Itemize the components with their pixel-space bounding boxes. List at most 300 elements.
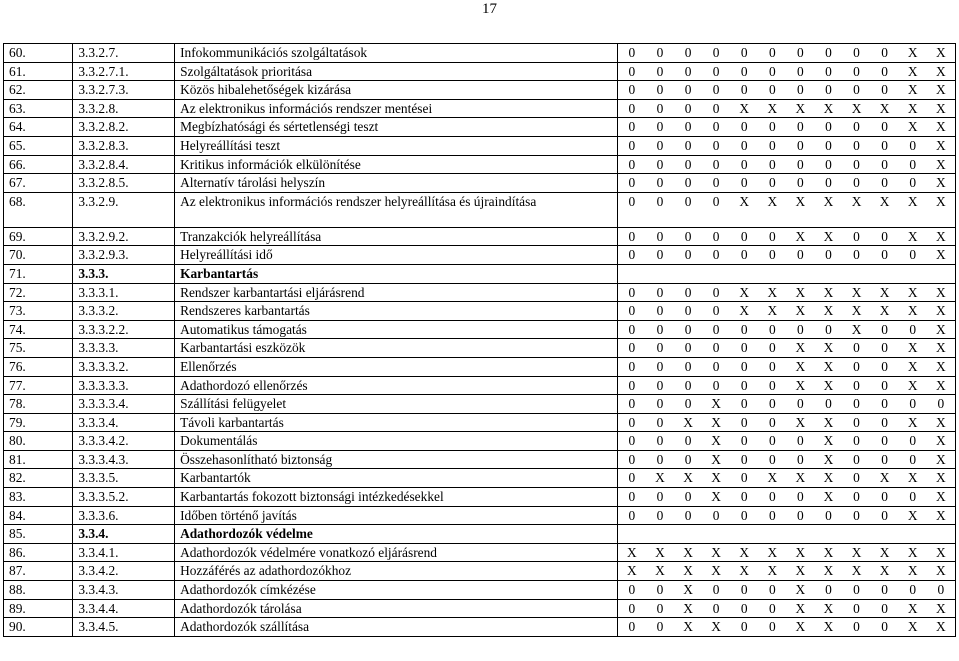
mark-cell: X <box>786 302 814 321</box>
mark-cell: 0 <box>842 488 870 507</box>
row-number: 82. <box>4 469 73 488</box>
mark-cell: 0 <box>758 227 786 246</box>
mark-cell: X <box>814 376 842 395</box>
mark-cell: 0 <box>758 320 786 339</box>
mark-cell: 0 <box>786 246 814 265</box>
mark-cell: 0 <box>617 62 646 81</box>
mark-cell: X <box>842 320 870 339</box>
row-number: 85. <box>4 525 73 544</box>
mark-cell: X <box>842 562 870 581</box>
row-number: 86. <box>4 543 73 562</box>
requirements-table <box>3 43 956 637</box>
mark-cell: 0 <box>646 320 674 339</box>
row-number: 73. <box>4 302 73 321</box>
table-row <box>4 339 956 358</box>
requirement-title: Hozzáférés az adathordozókhoz <box>175 562 618 581</box>
mark-cell: 0 <box>617 488 646 507</box>
mark-cell: 0 <box>871 506 899 525</box>
mark-cell: 0 <box>646 136 674 155</box>
mark-cell: 0 <box>730 395 758 414</box>
table-row <box>4 192 956 227</box>
mark-cell: X <box>758 543 786 562</box>
mark-cell: 0 <box>730 62 758 81</box>
section-code: 3.3.3.1. <box>73 283 175 302</box>
mark-cell: 0 <box>646 302 674 321</box>
mark-cell: 0 <box>617 469 646 488</box>
mark-cell: 0 <box>674 339 702 358</box>
mark-cell: X <box>786 283 814 302</box>
mark-cell: X <box>927 302 956 321</box>
mark-cell: X <box>730 562 758 581</box>
mark-cell <box>702 264 730 283</box>
mark-cell: 0 <box>758 357 786 376</box>
requirement-title: Időben történő javítás <box>175 506 618 525</box>
mark-cell: X <box>871 469 899 488</box>
mark-cell: 0 <box>674 192 702 227</box>
mark-cell: 0 <box>786 450 814 469</box>
mark-cell: X <box>674 618 702 637</box>
mark-cell <box>646 525 674 544</box>
mark-cell: 0 <box>702 118 730 137</box>
mark-cell: 0 <box>674 227 702 246</box>
mark-cell: 0 <box>842 376 870 395</box>
mark-cell: 0 <box>871 118 899 137</box>
table-row <box>4 118 956 137</box>
mark-cell <box>899 264 927 283</box>
row-number: 61. <box>4 62 73 81</box>
mark-cell: X <box>927 413 956 432</box>
mark-cell: 0 <box>786 506 814 525</box>
mark-cell: 0 <box>899 488 927 507</box>
section-code: 3.3.2.8.5. <box>73 174 175 193</box>
mark-cell: 0 <box>730 599 758 618</box>
table-row <box>4 581 956 600</box>
requirement-title: Tranzakciók helyreállítása <box>175 227 618 246</box>
mark-cell: 0 <box>702 376 730 395</box>
mark-cell: 0 <box>674 99 702 118</box>
mark-cell: X <box>927 469 956 488</box>
mark-cell: X <box>702 469 730 488</box>
mark-cell: 0 <box>674 506 702 525</box>
row-number: 90. <box>4 618 73 637</box>
mark-cell: 0 <box>842 44 870 63</box>
mark-cell: X <box>899 44 927 63</box>
mark-cell: 0 <box>786 174 814 193</box>
mark-cell: X <box>674 469 702 488</box>
mark-cell: 0 <box>871 450 899 469</box>
table-row <box>4 81 956 100</box>
mark-cell: X <box>899 192 927 227</box>
mark-cell: 0 <box>617 155 646 174</box>
mark-cell: 0 <box>674 302 702 321</box>
mark-cell: 0 <box>871 155 899 174</box>
mark-cell: X <box>899 543 927 562</box>
mark-cell: 0 <box>674 488 702 507</box>
mark-cell: X <box>814 432 842 451</box>
requirement-title: Távoli karbantartás <box>175 413 618 432</box>
mark-cell: X <box>899 506 927 525</box>
row-number: 72. <box>4 283 73 302</box>
mark-cell: X <box>927 192 956 227</box>
requirement-title: Megbízhatósági és sértetlenségi teszt <box>175 118 618 137</box>
mark-cell: 0 <box>842 81 870 100</box>
mark-cell: X <box>899 118 927 137</box>
mark-cell: X <box>758 469 786 488</box>
mark-cell: X <box>899 339 927 358</box>
mark-cell: X <box>814 618 842 637</box>
mark-cell <box>758 525 786 544</box>
mark-cell: 0 <box>842 395 870 414</box>
requirement-title: Adathordozók védelme <box>175 525 618 544</box>
mark-cell <box>871 264 899 283</box>
mark-cell <box>702 525 730 544</box>
mark-cell: 0 <box>786 136 814 155</box>
mark-cell: 0 <box>646 581 674 600</box>
mark-cell: 0 <box>899 155 927 174</box>
mark-cell: X <box>814 413 842 432</box>
mark-cell: 0 <box>758 599 786 618</box>
mark-cell: 0 <box>674 155 702 174</box>
mark-cell: 0 <box>730 174 758 193</box>
mark-cell: 0 <box>646 506 674 525</box>
table-row <box>4 469 956 488</box>
mark-cell: 0 <box>646 155 674 174</box>
mark-cell: 0 <box>758 339 786 358</box>
row-number: 66. <box>4 155 73 174</box>
mark-cell: 0 <box>617 283 646 302</box>
row-number: 64. <box>4 118 73 137</box>
mark-cell: X <box>927 99 956 118</box>
section-code: 3.3.3.4.2. <box>73 432 175 451</box>
mark-cell: 0 <box>842 599 870 618</box>
mark-cell: 0 <box>871 339 899 358</box>
mark-cell: X <box>786 192 814 227</box>
mark-cell: X <box>871 99 899 118</box>
mark-cell: 0 <box>871 376 899 395</box>
mark-cell: 0 <box>899 432 927 451</box>
mark-cell: X <box>927 246 956 265</box>
mark-cell: X <box>927 376 956 395</box>
mark-cell: X <box>758 192 786 227</box>
mark-cell: X <box>927 599 956 618</box>
section-code: 3.3.3.6. <box>73 506 175 525</box>
mark-cell: 0 <box>899 174 927 193</box>
mark-cell <box>674 264 702 283</box>
mark-cell: 0 <box>871 136 899 155</box>
mark-cell: 0 <box>617 246 646 265</box>
section-code: 3.3.2.8. <box>73 99 175 118</box>
mark-cell: 0 <box>702 599 730 618</box>
mark-cell: 0 <box>617 395 646 414</box>
mark-cell: 0 <box>871 227 899 246</box>
mark-cell: X <box>814 227 842 246</box>
mark-cell: 0 <box>730 81 758 100</box>
mark-cell: X <box>871 283 899 302</box>
requirement-title: Adathordozók címkézése <box>175 581 618 600</box>
table-row <box>4 136 956 155</box>
requirement-title: Az elektronikus információs rendszer mentései <box>175 99 618 118</box>
requirement-title: Adathordozók védelmére vonatkozó eljárásrend <box>175 543 618 562</box>
mark-cell: 0 <box>871 357 899 376</box>
mark-cell: 0 <box>871 432 899 451</box>
mark-cell: 0 <box>702 302 730 321</box>
mark-cell <box>730 525 758 544</box>
mark-cell: 0 <box>758 81 786 100</box>
requirement-title: Összehasonlítható biztonság <box>175 450 618 469</box>
mark-cell <box>927 264 956 283</box>
mark-cell: X <box>899 302 927 321</box>
section-code: 3.3.4.3. <box>73 581 175 600</box>
section-code: 3.3.2.9.2. <box>73 227 175 246</box>
section-code: 3.3.3.2. <box>73 302 175 321</box>
mark-cell <box>814 264 842 283</box>
section-code: 3.3.4. <box>73 525 175 544</box>
mark-cell: 0 <box>814 246 842 265</box>
mark-cell: X <box>842 283 870 302</box>
mark-cell: 0 <box>617 118 646 137</box>
mark-cell: X <box>927 320 956 339</box>
mark-cell: X <box>646 562 674 581</box>
mark-cell: X <box>899 227 927 246</box>
mark-cell <box>730 264 758 283</box>
mark-cell: 0 <box>617 192 646 227</box>
mark-cell: 0 <box>730 618 758 637</box>
row-number: 75. <box>4 339 73 358</box>
mark-cell: 0 <box>871 413 899 432</box>
mark-cell: 0 <box>842 506 870 525</box>
mark-cell: 0 <box>646 81 674 100</box>
mark-cell: 0 <box>899 581 927 600</box>
mark-cell: X <box>786 469 814 488</box>
mark-cell: 0 <box>899 136 927 155</box>
row-number: 65. <box>4 136 73 155</box>
requirement-title: Adathordozó ellenőrzés <box>175 376 618 395</box>
row-number: 87. <box>4 562 73 581</box>
section-code: 3.3.3.2.2. <box>73 320 175 339</box>
table-row <box>4 302 956 321</box>
mark-cell: 0 <box>786 320 814 339</box>
table-row <box>4 283 956 302</box>
mark-cell: 0 <box>842 118 870 137</box>
mark-cell: X <box>702 488 730 507</box>
mark-cell: 0 <box>871 395 899 414</box>
mark-cell: X <box>927 118 956 137</box>
mark-cell: X <box>927 450 956 469</box>
mark-cell: 0 <box>702 581 730 600</box>
mark-cell: 0 <box>758 506 786 525</box>
mark-cell: X <box>927 81 956 100</box>
mark-cell: 0 <box>871 581 899 600</box>
mark-cell <box>617 525 646 544</box>
mark-cell: 0 <box>730 581 758 600</box>
mark-cell: X <box>899 62 927 81</box>
row-number: 68. <box>4 192 73 227</box>
mark-cell: X <box>927 283 956 302</box>
mark-cell: 0 <box>871 174 899 193</box>
mark-cell: 0 <box>842 357 870 376</box>
mark-cell: 0 <box>702 357 730 376</box>
table-row <box>4 543 956 562</box>
section-code: 3.3.2.8.4. <box>73 155 175 174</box>
mark-cell: X <box>646 469 674 488</box>
requirement-title: Adathordozók tárolása <box>175 599 618 618</box>
mark-cell: 0 <box>674 246 702 265</box>
mark-cell: X <box>702 450 730 469</box>
mark-cell: X <box>871 543 899 562</box>
mark-cell: 0 <box>758 44 786 63</box>
mark-cell: 0 <box>842 469 870 488</box>
mark-cell: 0 <box>842 62 870 81</box>
requirement-title: Kritikus információk elkülönítése <box>175 155 618 174</box>
mark-cell: 0 <box>758 581 786 600</box>
mark-cell: 0 <box>730 432 758 451</box>
mark-cell: X <box>814 192 842 227</box>
mark-cell: 0 <box>758 246 786 265</box>
mark-cell: 0 <box>730 413 758 432</box>
mark-cell: 0 <box>786 44 814 63</box>
mark-cell: 0 <box>730 155 758 174</box>
mark-cell: X <box>786 581 814 600</box>
mark-cell: 0 <box>646 246 674 265</box>
requirement-title: Helyreállítási teszt <box>175 136 618 155</box>
row-number: 69. <box>4 227 73 246</box>
mark-cell: 0 <box>758 118 786 137</box>
mark-cell: 0 <box>702 227 730 246</box>
section-code: 3.3.2.9.3. <box>73 246 175 265</box>
mark-cell: 0 <box>674 376 702 395</box>
table-row <box>4 395 956 414</box>
mark-cell: X <box>786 99 814 118</box>
mark-cell: 0 <box>702 192 730 227</box>
mark-cell: X <box>730 543 758 562</box>
row-number: 60. <box>4 44 73 63</box>
mark-cell: 0 <box>899 246 927 265</box>
mark-cell: 0 <box>899 320 927 339</box>
mark-cell: 0 <box>814 155 842 174</box>
section-code: 3.3.3. <box>73 264 175 283</box>
requirement-title: Az elektronikus információs rendszer helyreállítása és újraindítása <box>175 192 618 227</box>
mark-cell: 0 <box>617 320 646 339</box>
mark-cell: X <box>899 99 927 118</box>
mark-cell: 0 <box>814 118 842 137</box>
requirement-title: Szállítási felügyelet <box>175 395 618 414</box>
requirement-title: Infokommunikációs szolgáltatások <box>175 44 618 63</box>
mark-cell: X <box>871 562 899 581</box>
mark-cell: 0 <box>927 581 956 600</box>
mark-cell: 0 <box>617 506 646 525</box>
mark-cell: 0 <box>702 246 730 265</box>
mark-cell: X <box>758 562 786 581</box>
row-number: 76. <box>4 357 73 376</box>
mark-cell: 0 <box>758 62 786 81</box>
mark-cell: X <box>871 302 899 321</box>
mark-cell: 0 <box>730 44 758 63</box>
table-row <box>4 246 956 265</box>
mark-cell: 0 <box>617 599 646 618</box>
mark-cell: X <box>674 543 702 562</box>
mark-cell: 0 <box>842 227 870 246</box>
table-row <box>4 413 956 432</box>
mark-cell: 0 <box>814 174 842 193</box>
mark-cell: X <box>899 357 927 376</box>
mark-cell: 0 <box>871 62 899 81</box>
mark-cell: 0 <box>842 413 870 432</box>
mark-cell: 0 <box>617 339 646 358</box>
mark-cell: 0 <box>674 62 702 81</box>
mark-cell: X <box>814 450 842 469</box>
mark-cell <box>899 525 927 544</box>
mark-cell: 0 <box>702 339 730 358</box>
mark-cell: 0 <box>730 136 758 155</box>
mark-cell: X <box>786 618 814 637</box>
mark-cell: 0 <box>674 283 702 302</box>
section-code: 3.3.3.3. <box>73 339 175 358</box>
mark-cell: 0 <box>617 376 646 395</box>
mark-cell <box>871 525 899 544</box>
requirement-title: Szolgáltatások prioritása <box>175 62 618 81</box>
mark-cell: 0 <box>617 413 646 432</box>
mark-cell: 0 <box>758 432 786 451</box>
section-code: 3.3.2.7.3. <box>73 81 175 100</box>
mark-cell: X <box>899 81 927 100</box>
mark-cell: 0 <box>758 155 786 174</box>
row-number: 83. <box>4 488 73 507</box>
mark-cell: 0 <box>617 357 646 376</box>
mark-cell: 0 <box>617 174 646 193</box>
mark-cell: 0 <box>702 320 730 339</box>
table-row <box>4 99 956 118</box>
section-code: 3.3.2.8.2. <box>73 118 175 137</box>
mark-cell: 0 <box>730 227 758 246</box>
requirement-title: Karbantartás <box>175 264 618 283</box>
mark-cell: X <box>814 339 842 358</box>
mark-cell: 0 <box>646 118 674 137</box>
row-number: 74. <box>4 320 73 339</box>
mark-cell: X <box>927 543 956 562</box>
mark-cell: 0 <box>842 174 870 193</box>
mark-cell: 0 <box>842 155 870 174</box>
section-code: 3.3.3.5. <box>73 469 175 488</box>
row-number: 88. <box>4 581 73 600</box>
mark-cell <box>674 525 702 544</box>
section-code: 3.3.2.7.1. <box>73 62 175 81</box>
mark-cell: X <box>814 543 842 562</box>
requirement-title: Rendszeres karbantartás <box>175 302 618 321</box>
mark-cell: 0 <box>842 450 870 469</box>
mark-cell: 0 <box>814 44 842 63</box>
mark-cell: 0 <box>730 320 758 339</box>
mark-cell: X <box>927 174 956 193</box>
mark-cell: X <box>786 562 814 581</box>
mark-cell: X <box>702 413 730 432</box>
mark-cell: 0 <box>814 81 842 100</box>
mark-cell: X <box>927 44 956 63</box>
table-row <box>4 264 956 283</box>
mark-cell: X <box>927 357 956 376</box>
mark-cell: 0 <box>786 488 814 507</box>
mark-cell: X <box>814 283 842 302</box>
mark-cell: X <box>927 562 956 581</box>
mark-cell: X <box>702 562 730 581</box>
mark-cell: X <box>758 99 786 118</box>
mark-cell: 0 <box>617 99 646 118</box>
mark-cell: 0 <box>702 62 730 81</box>
requirement-title: Alternatív tárolási helyszín <box>175 174 618 193</box>
mark-cell: 0 <box>674 174 702 193</box>
mark-cell: 0 <box>814 320 842 339</box>
mark-cell: 0 <box>899 450 927 469</box>
mark-cell: 0 <box>646 227 674 246</box>
